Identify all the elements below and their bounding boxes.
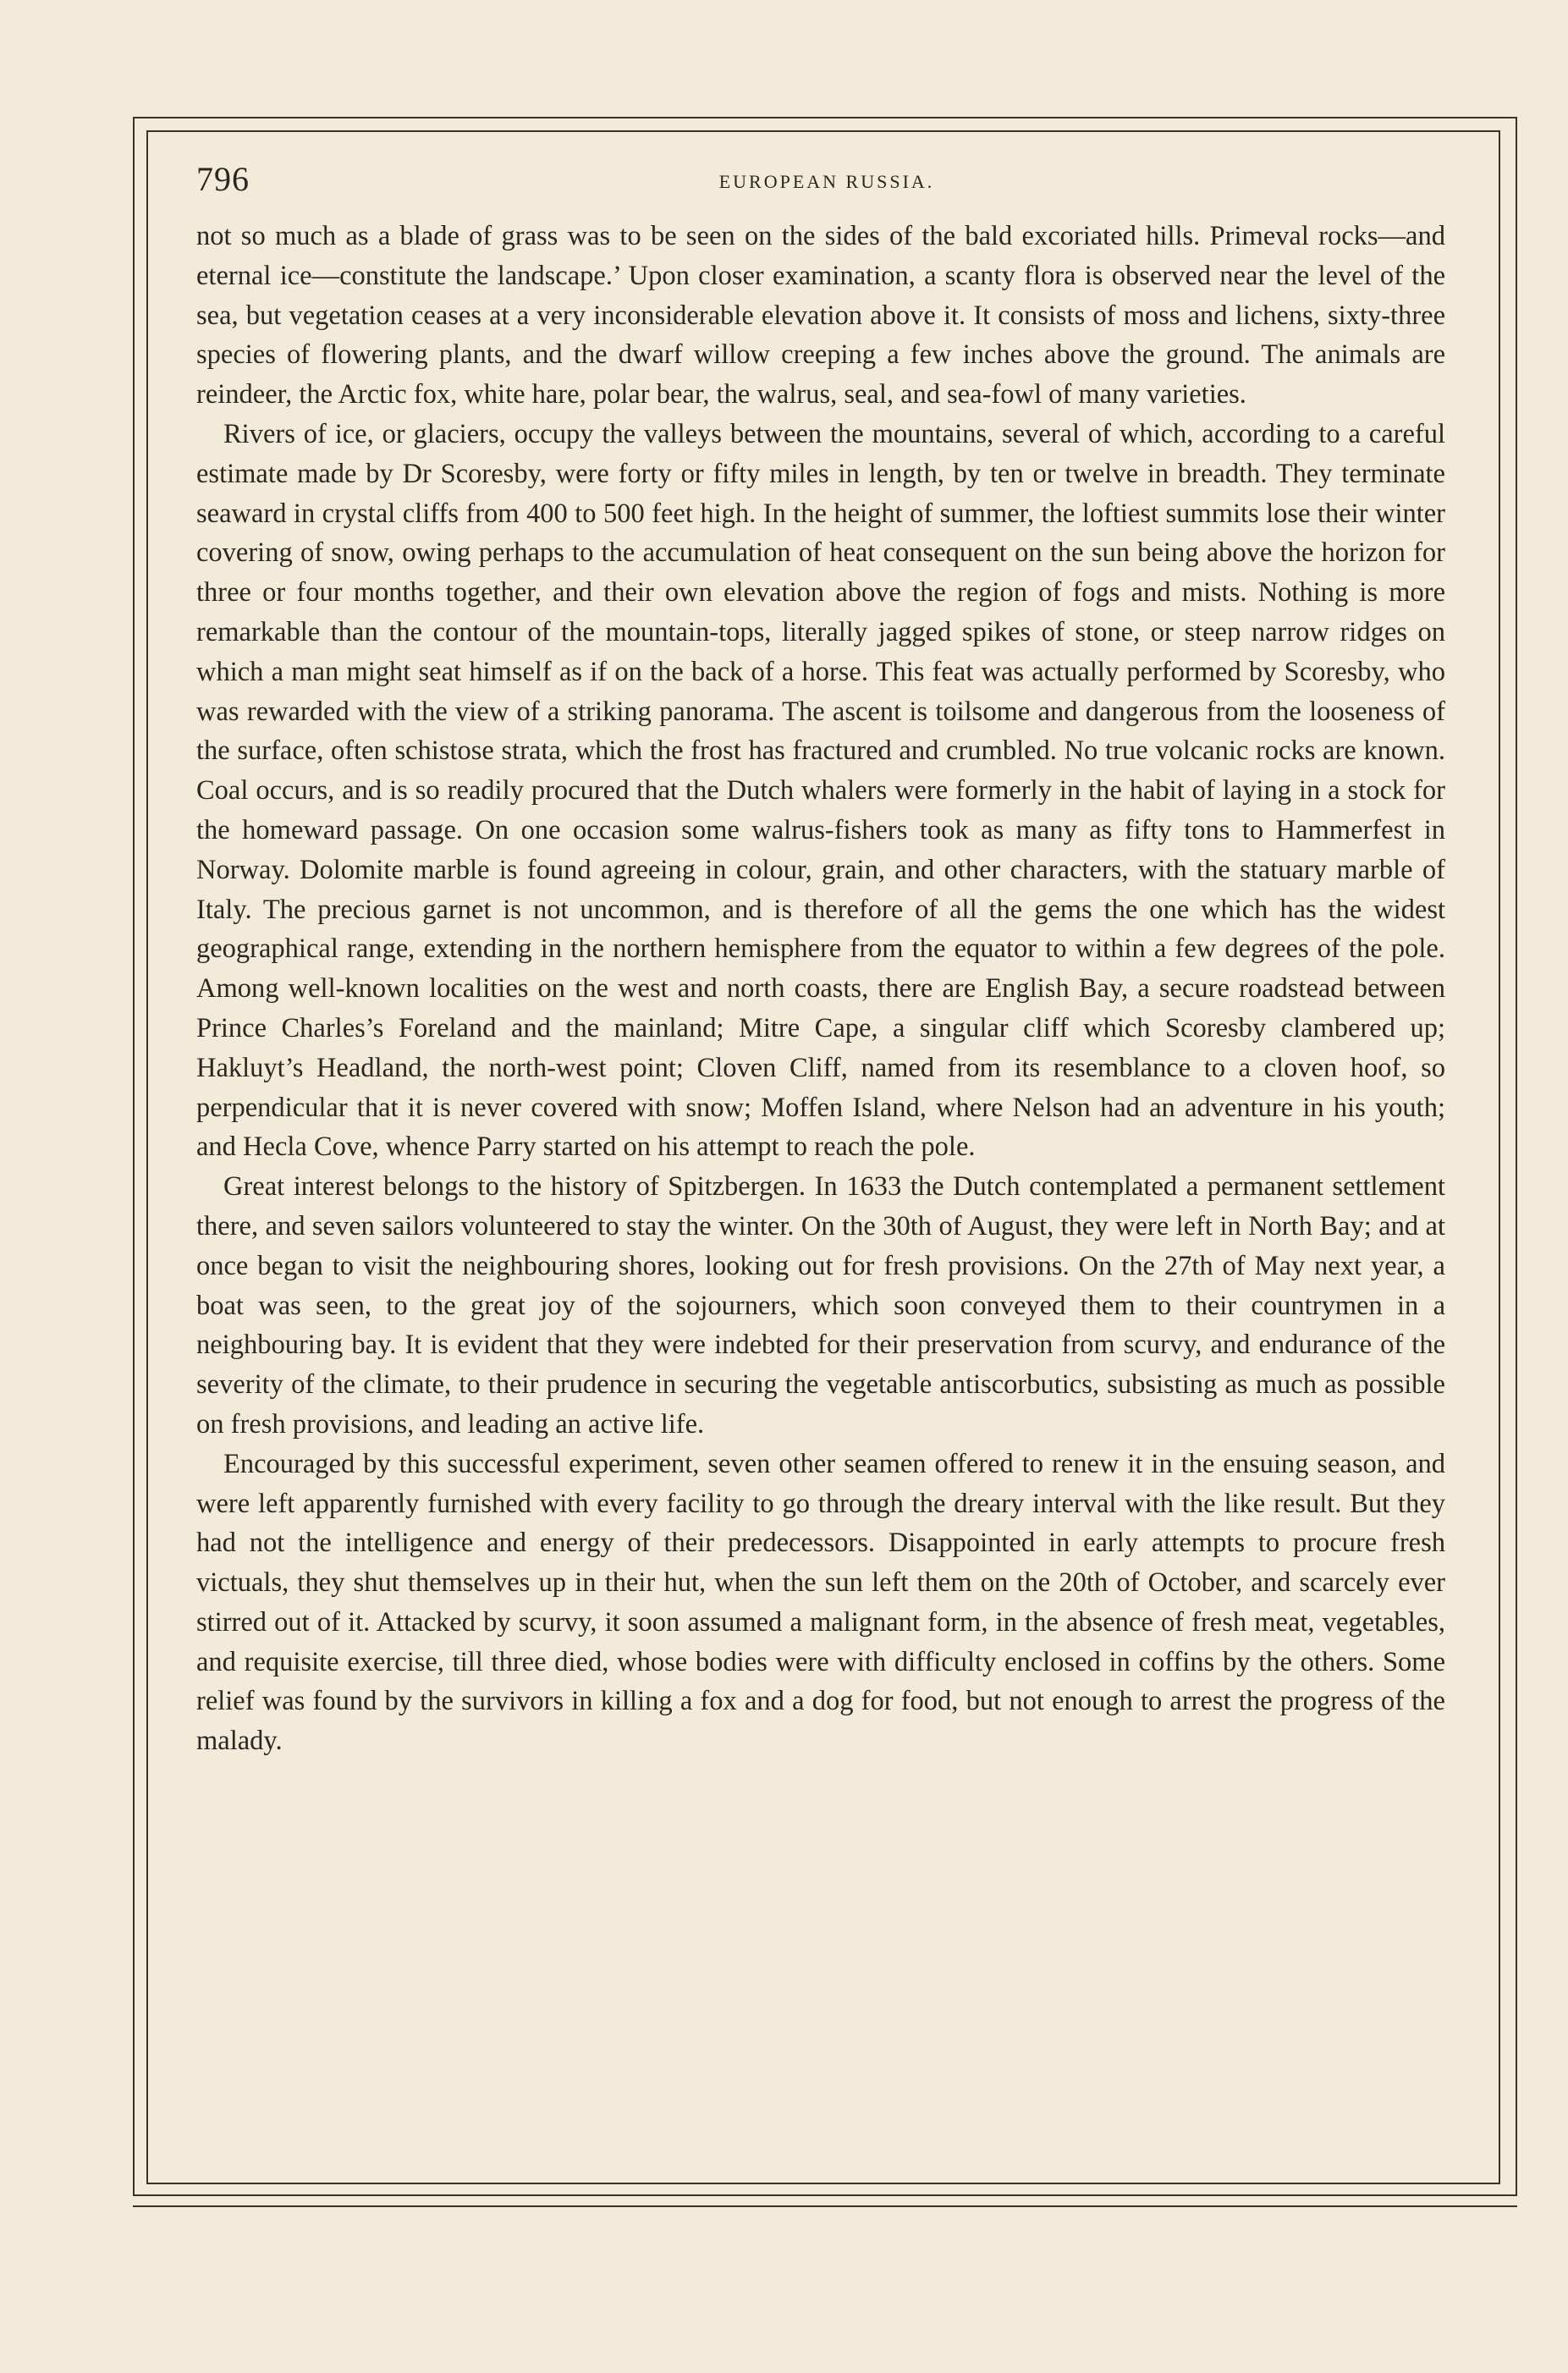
body-text [196,217,1445,1761]
bottom-rule [133,2205,1517,2207]
page-number: 796 [196,160,250,198]
running-head: EUROPEAN RUSSIA. [718,171,935,192]
paragraph-4: Encouraged by this successful experiment, seven other seamen offered to renew it in the ensuing season, and were left apparently furnished with every facility to go through the dreary interval with the like result. But they had not the intelligence and energy of their predecessors. Disappointed in early attempts to procure fresh victuals, they shut themselves up in their hut, when the sun left them on the 20th of October, and scarcely ever stirred out of it. Attacked by scurvy, it soon assumed a malignant form, in the absence of fresh meat, vegetables, and requisite exercise, till three died, whose bodies were with difficulty enclosed in coffins by the others. Some relief was found by the survivors in killing a fox and a dog for food, but not enough to arrest the progress of the malady. [196,1448,1445,1757]
paragraph-3: Great interest belongs to the history of Spitzbergen. In 1633 the Dutch contemplated a permanent settlement there, and seven sailors volunteered to stay the winter. On the 30th of August, they were left in North Bay; and at once began to visit the neighbouring shores, looking out for fresh provisions. On the 27th of May next year, a boat was seen, to the great joy of the sojourners, which soon conveyed them to their countrymen in a neighbouring bay. It is evident that they were indebted for their preservation from scurvy, and endurance of the severity of the climate, to their prudence in securing the vegetable antiscorbutics, subsisting as much as possible on fresh provisions, and leading an active life. [196,1171,1445,1440]
paragraph-1: not so much as a blade of grass was to be seen on the sides of the bald excoriated hills. Primeval rocks—and eternal ice—constitute the landscape.’ Upon closer examination, a scanty flora is observed near the level of the sea, but vegetation ceases at a very inconsiderable elevation above it. It consists of moss and lichens, sixty-three species of flowering plants, and the dwarf willow creeping a few inches above the ground. The animals are reindeer, the Arctic fox, white hare, polar bear, the walrus, seal, and sea-fowl of many varieties. [196,221,1445,410]
page-header [196,159,1457,210]
paragraph-2: Rivers of ice, or glaciers, occupy the valleys between the mountains, several of which, according to a careful estimate made by Dr Scoresby, were forty or fifty miles in length, by ten or twelve in breadth. They terminate seaward in crystal cliffs from 400 to 500 feet high. In the height of summer, the loftiest summits lose their winter covering of snow, owing perhaps to the accumulation of heat consequent on the sun being above the horizon for three or four months together, and their own elevation above the region of fogs and mists. Nothing is more remarkable than the contour of the mountain-tops, literally jagged spikes of stone, or steep narrow ridges on which a man might seat himself as if on the back of a horse. This feat was actually performed by Scoresby, who was rewarded with the view of a striking panorama. The ascent is toilsome and dangerous from the looseness of the surface, often schistose strata, which the frost has fractured and crumbled. No true volcanic rocks are known. Coal occurs, and is so readily procured that the Dutch whalers were formerly in the habit of laying in a stock for the homeward passage. On one occasion some walrus-fishers took as many as fifty tons to Hammerfest in Norway. Dolomite marble is found agreeing in colour, grain, and other characters, with the statuary marble of Italy. The precious garnet is not uncommon, and is therefore of all the gems the one which has the widest geographical range, extending in the northern hemisphere from the equator to within a few degrees of the pole. Among well-known localities on the west and north coasts, there are English Bay, a secure roadstead between Prince Charles’s Foreland and the mainland; Mitre Cape, a singular cliff which Scoresby clambered up; Hakluyt’s Headland, the north-west point; Cloven Cliff, named from its resemblance to a cloven hoof, so perpendicular that it is never covered with snow; Moffen Island, where Nelson had an adventure in his youth; and Hecla Cove, whence Parry started on his attempt to reach the pole. [196,418,1445,1163]
